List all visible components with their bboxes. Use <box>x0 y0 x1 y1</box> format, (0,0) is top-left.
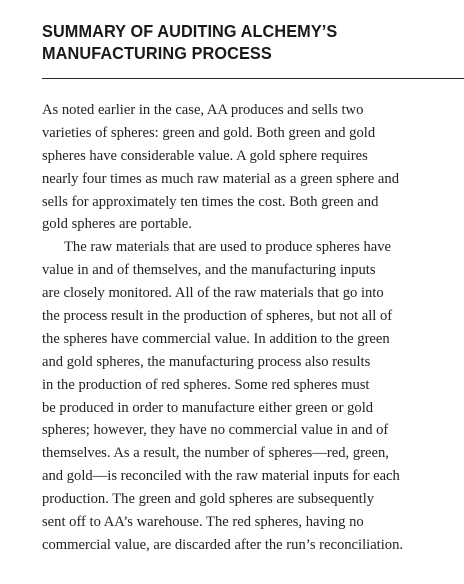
section-heading-line-1: SUMMARY OF AUDITING ALCHEMY’S <box>42 21 338 41</box>
paragraph-2 <box>42 236 454 556</box>
text-line: spheres; however, they have no commercial value in and of <box>42 422 389 439</box>
text-line: and gold—is reconciled with the raw material inputs for each <box>42 468 400 485</box>
text-line: and gold spheres, the manufacturing process also results <box>42 353 371 370</box>
text-line: be produced in order to manufacture either green or gold <box>42 399 374 416</box>
text-line: themselves. As a result, the number of spheres—red, green, <box>42 445 389 462</box>
paragraph-1 <box>42 99 454 236</box>
text-line: The raw materials that are used to produce spheres have <box>64 239 392 256</box>
section-heading <box>42 20 423 64</box>
body-text <box>42 99 454 557</box>
text-line: are closely monitored. All of the raw materials that go into <box>42 285 384 302</box>
section-heading-line-2: MANUFACTURING PROCESS <box>42 43 272 63</box>
text-line: value in and of themselves, and the manufacturing inputs <box>42 262 376 279</box>
text-line: the process result in the production of spheres, but not all of <box>42 308 393 325</box>
text-line: production. The green and gold spheres are subsequently <box>42 491 375 508</box>
text-line: the spheres have commercial value. In addition to the green <box>42 330 390 347</box>
text-line: varieties of spheres: green and gold. Both green and gold <box>42 124 376 141</box>
text-line: sent off to AA’s warehouse. The red spheres, having no <box>42 514 364 531</box>
heading-divider <box>42 78 464 79</box>
text-line: As noted earlier in the case, AA produces and sells two <box>42 102 364 118</box>
text-line: sells for approximately ten times the cost. Both green and <box>42 193 379 210</box>
text-line: commercial value, are discarded after the run’s reconciliation. <box>42 536 404 553</box>
text-line: gold spheres are portable. <box>42 216 192 233</box>
text-line: spheres have considerable value. A gold sphere requires <box>42 147 368 164</box>
text-line: nearly four times as much raw material as a green sphere and <box>42 170 399 187</box>
text-line: in the production of red spheres. Some red spheres must <box>42 376 370 393</box>
